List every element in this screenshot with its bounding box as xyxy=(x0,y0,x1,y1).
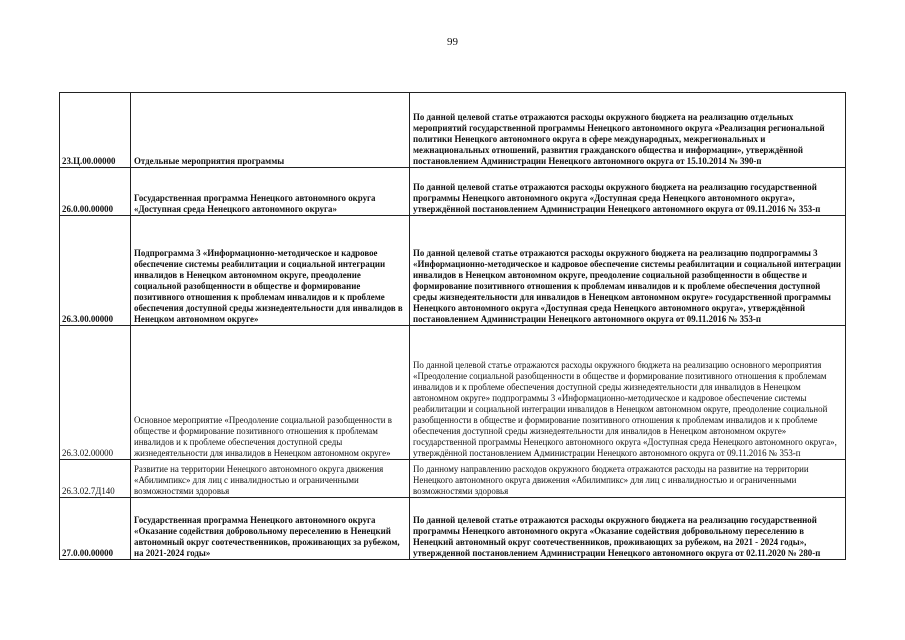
row-description: По данной целевой статье отражаются расходы окружного бюджета на реализацию основного мероприятия «Преодоление социальной разобщенности в обществе и формирование позитивного отношения к проблемам инвалидов и к проблеме обеспечения доступной среды жизнедеятельности для инвалидов в Ненецком автономном округе» подпрограммы 3 «Информационно-методическое и кадровое обеспечение системы реабилитации и социальной интеграции инвалидов в Ненецком автономном округе, преодоление социальной разобщенности в обществе и формирование позитивного отношения к проблемам инвалидов и к проблеме обеспечения доступной среды жизнедеятельности для инвалидов в Ненецком автономном округе» государственной программы Ненецкого автономного округа «Доступная среда Ненецкого автономного округа», утверждённой постановлением Администрации Ненецкого автономного округа от 09.11.2016 № 353-п xyxy=(410,326,846,460)
row-description: По данной целевой статье отражаются расходы окружного бюджета на реализацию подпрограммы 3 «Информационно-методическое и кадровое обеспечение системы реабилитации и социальной интеграции инвалидов в Ненецком автономном округе, преодоление социальной разобщенности в обществе и формирование позитивного отношения к проблемам инвалидов и к проблеме обеспечения доступной среды жизнедеятельности для инвалидов в Ненецком автономном округе» государственной программы Ненецкого автономного округа «Доступная среда Ненецкого автономного округа», утверждённой постановлением Администрации Ненецкого автономного округа от 09.11.2016 № 353-п xyxy=(410,216,846,326)
row-code: 26.3.00.00000 xyxy=(60,216,131,326)
table-row xyxy=(60,460,846,498)
row-code: 26.3.02.7Д140 xyxy=(60,460,131,498)
row-code: 27.0.00.00000 xyxy=(60,498,131,560)
row-name: Развитие на территории Ненецкого автономного округа движения «Абилимпикс» для лиц с инвалидностью и ограниченными возможностями здоровья xyxy=(131,460,410,498)
row-description: По данной целевой статье отражаются расходы окружного бюджета на реализацию государственной программы Ненецкого автономного округа «Оказание содействия добровольному переселению в Ненецкий автономный округ соотечественников, проживающих за рубежом, на 2021 - 2024 годы», утвержденной постановлением Администрации Ненецкого автономного округа от 02.11.2020 № 280-п xyxy=(410,498,846,560)
table-row xyxy=(60,498,846,560)
row-name: Подпрограмма 3 «Информационно-методическое и кадровое обеспечение системы реабилитации и социальной интеграции инвалидов в Ненецком автономном округе, преодоление социальной разобщенности в обществе и формирование позитивного отношения к проблемам инвалидов и к проблеме обеспечения доступной среды жизнедеятельности для инвалидов в Ненецком автономном округе» xyxy=(131,216,410,326)
row-description: По данной целевой статье отражаются расходы окружного бюджета на реализацию государственной программы Ненецкого автономного округа «Доступная среда Ненецкого автономного округа», утверждённой постановлением Администрации Ненецкого автономного округа от 09.11.2016 № 353-п xyxy=(410,168,846,216)
table-row xyxy=(60,168,846,216)
row-description: По данной целевой статье отражаются расходы окружного бюджета на реализацию отдельных мероприятий государственной программы Ненецкого автономного округа «Реализация региональной политики Ненецкого автономного округа в сфере международных, межрегиональных и межнациональных отношений, развития гражданского общества и информации», утверждённой постановлением Администрации Ненецкого автономного округа от 15.10.2014 № 390-п xyxy=(410,93,846,168)
row-code: 26.0.00.00000 xyxy=(60,168,131,216)
row-description: По данному направлению расходов окружного бюджета отражаются расходы на развитие на территории Ненецкого автономного округа движения «Абилимпикс» для лиц с инвалидностью и ограниченными возможностями здоровья xyxy=(410,460,846,498)
row-name: Государственная программа Ненецкого автономного округа «Оказание содействия добровольному переселению в Ненецкий автономный округ соотечественников, проживающих за рубежом, на 2021-2024 годы» xyxy=(131,498,410,560)
row-name: Основное мероприятие «Преодоление социальной разобщенности в обществе и формирование позитивного отношения к проблемам инвалидов и к проблеме обеспечения доступной среды жизнедеятельности для инвалидов в Ненецком автономном округе» xyxy=(131,326,410,460)
row-code: 26.3.02.00000 xyxy=(60,326,131,460)
row-code: 23.Ц.00.00000 xyxy=(60,93,131,168)
page-number: 99 xyxy=(447,36,458,48)
table-row xyxy=(60,93,846,168)
row-name: Государственная программа Ненецкого автономного округа «Доступная среда Ненецкого автономного округа» xyxy=(131,168,410,216)
table-row xyxy=(60,326,846,460)
row-name: Отдельные мероприятия программы xyxy=(131,93,410,168)
table-row xyxy=(60,216,846,326)
budget-classification-table xyxy=(59,92,846,560)
